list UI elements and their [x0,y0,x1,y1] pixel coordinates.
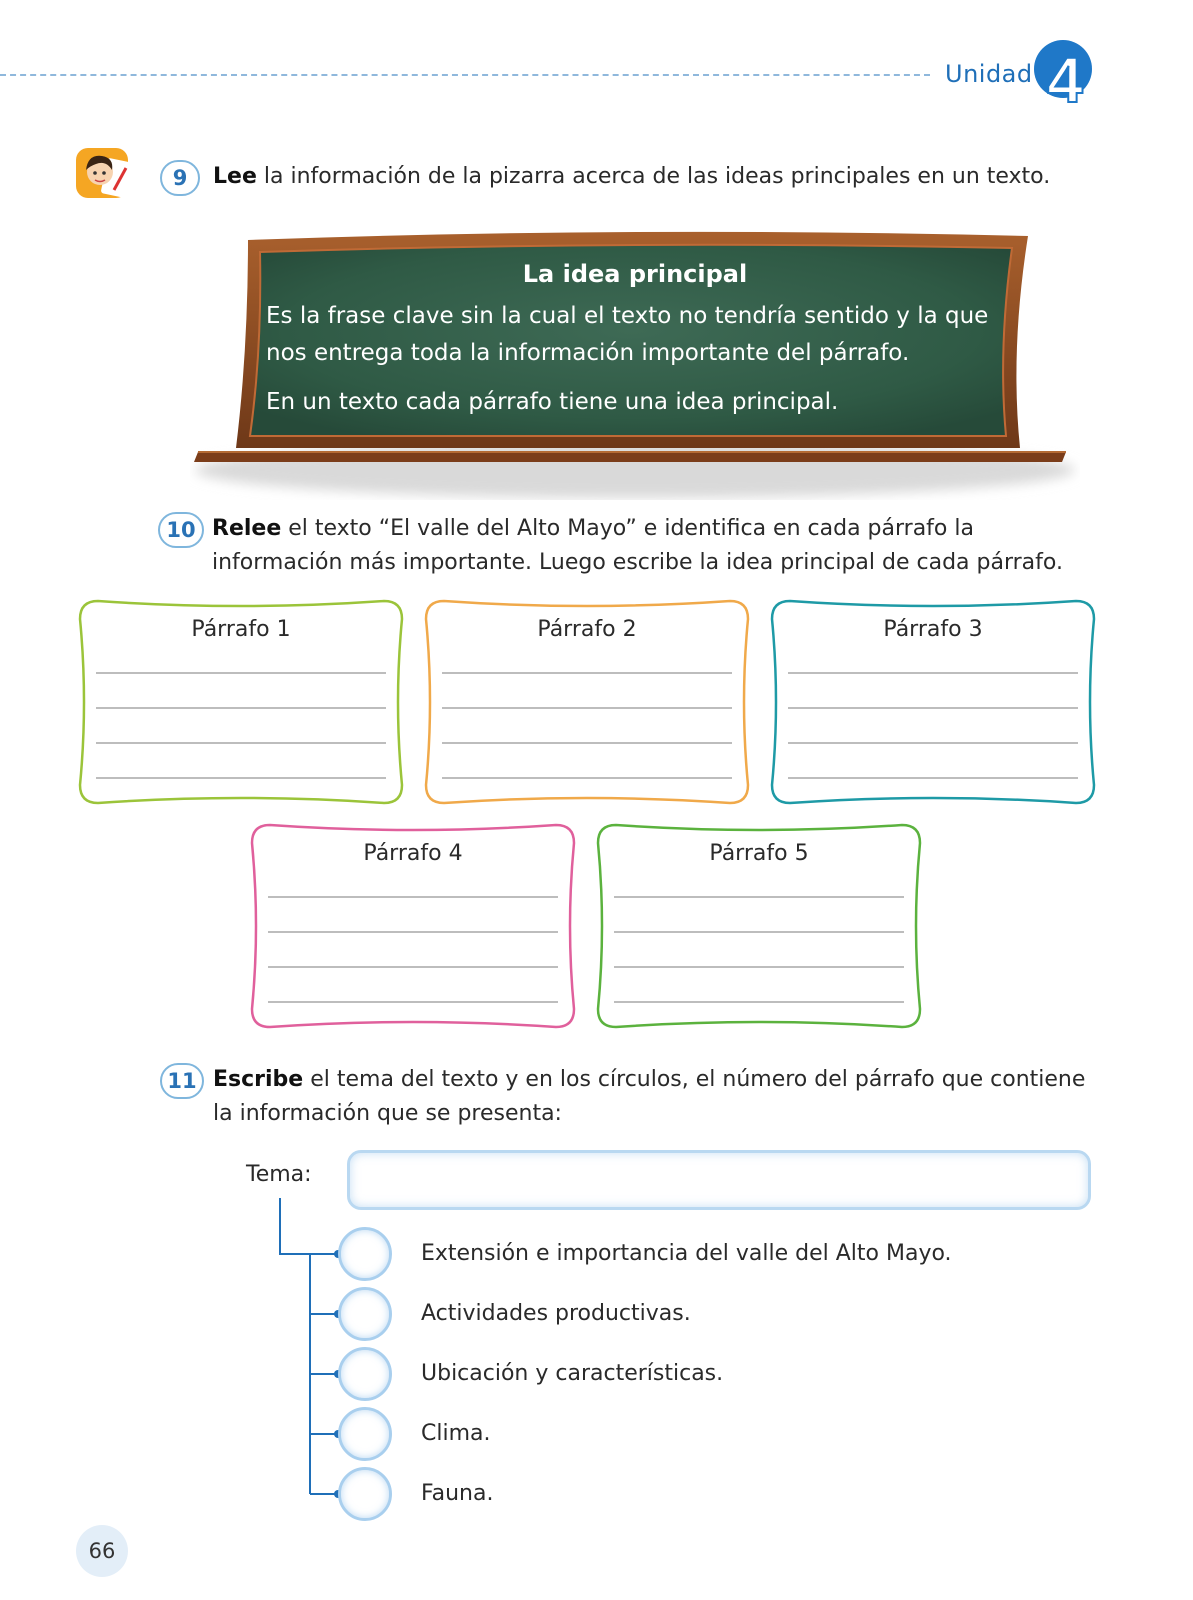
activity-11-text-2: la información que se presenta: [213,1101,562,1126]
paragraph-box-4-label: Párrafo 4 [363,841,463,866]
paragraph-number-circle-2[interactable] [338,1287,392,1341]
topic-item-2: Actividades productivas. [421,1301,691,1326]
activity-10-verb: Relee [212,516,282,541]
activity-9-number: 9 [160,160,200,196]
activity-9-verb: Lee [213,164,257,189]
board-title: La idea principal [522,260,748,288]
chalkboard [190,230,1080,500]
page-number: 66 [76,1525,128,1577]
paragraph-box-4[interactable] [248,821,578,1035]
topic-item-1: Extensión e importancia del valle del Alto Mayo. [421,1241,952,1266]
board-line-2: nos entrega toda la información importante del párrafo. [266,340,910,366]
activity-11-instruction [213,1063,1113,1131]
paragraph-box-3-label: Párrafo 3 [883,617,983,642]
paragraph-box-1-label: Párrafo 1 [191,617,291,642]
activity-10-instruction [212,512,1112,580]
topic-item-5: Fauna. [421,1481,494,1506]
paragraph-box-5[interactable] [594,821,924,1035]
tema-input-box[interactable] [347,1150,1091,1210]
paragraph-number-circle-1[interactable] [338,1227,392,1281]
activity-11-number: 11 [160,1063,204,1099]
activity-11-verb: Escribe [213,1067,304,1092]
paragraph-box-1[interactable] [76,597,406,811]
activity-10-text-1: el texto “El valle del Alto Mayo” e identifica en cada párrafo la [281,516,974,541]
topic-item-4: Clima. [421,1421,491,1446]
student-reading-icon [74,146,134,202]
activity-10-text-2: información más importante. Luego escribe la idea principal de cada párrafo. [212,550,1063,575]
paragraph-box-3[interactable] [768,597,1098,811]
topic-item-3: Ubicación y características. [421,1361,724,1386]
paragraph-box-2-label: Párrafo 2 [537,617,637,642]
unit-label: Unidad [945,60,1033,88]
unit-number-badge [1032,36,1094,108]
paragraph-box-2[interactable] [422,597,752,811]
paragraph-box-5-label: Párrafo 5 [709,841,809,866]
paragraph-number-circle-5[interactable] [338,1467,392,1521]
topic-connector-lines [270,1188,350,1518]
unit-number: 4 [1047,44,1083,108]
activity-9-text: la información de la pizarra acerca de las ideas principales en un texto. [256,164,1051,189]
paragraph-number-circle-4[interactable] [338,1407,392,1461]
header-dashed-line [0,74,930,76]
tema-label: Tema: [246,1162,312,1187]
board-line-3: En un texto cada párrafo tiene una idea principal. [266,389,839,415]
board-line-1: Es la frase clave sin la cual el texto no tendría sentido y la que [266,303,989,329]
activity-11-text-1: el tema del texto y en los círculos, el número del párrafo que contiene [303,1067,1086,1092]
activity-10-number: 10 [158,512,204,548]
activity-9-instruction [213,160,1133,194]
paragraph-number-circle-3[interactable] [338,1347,392,1401]
board-definition [266,298,1056,421]
